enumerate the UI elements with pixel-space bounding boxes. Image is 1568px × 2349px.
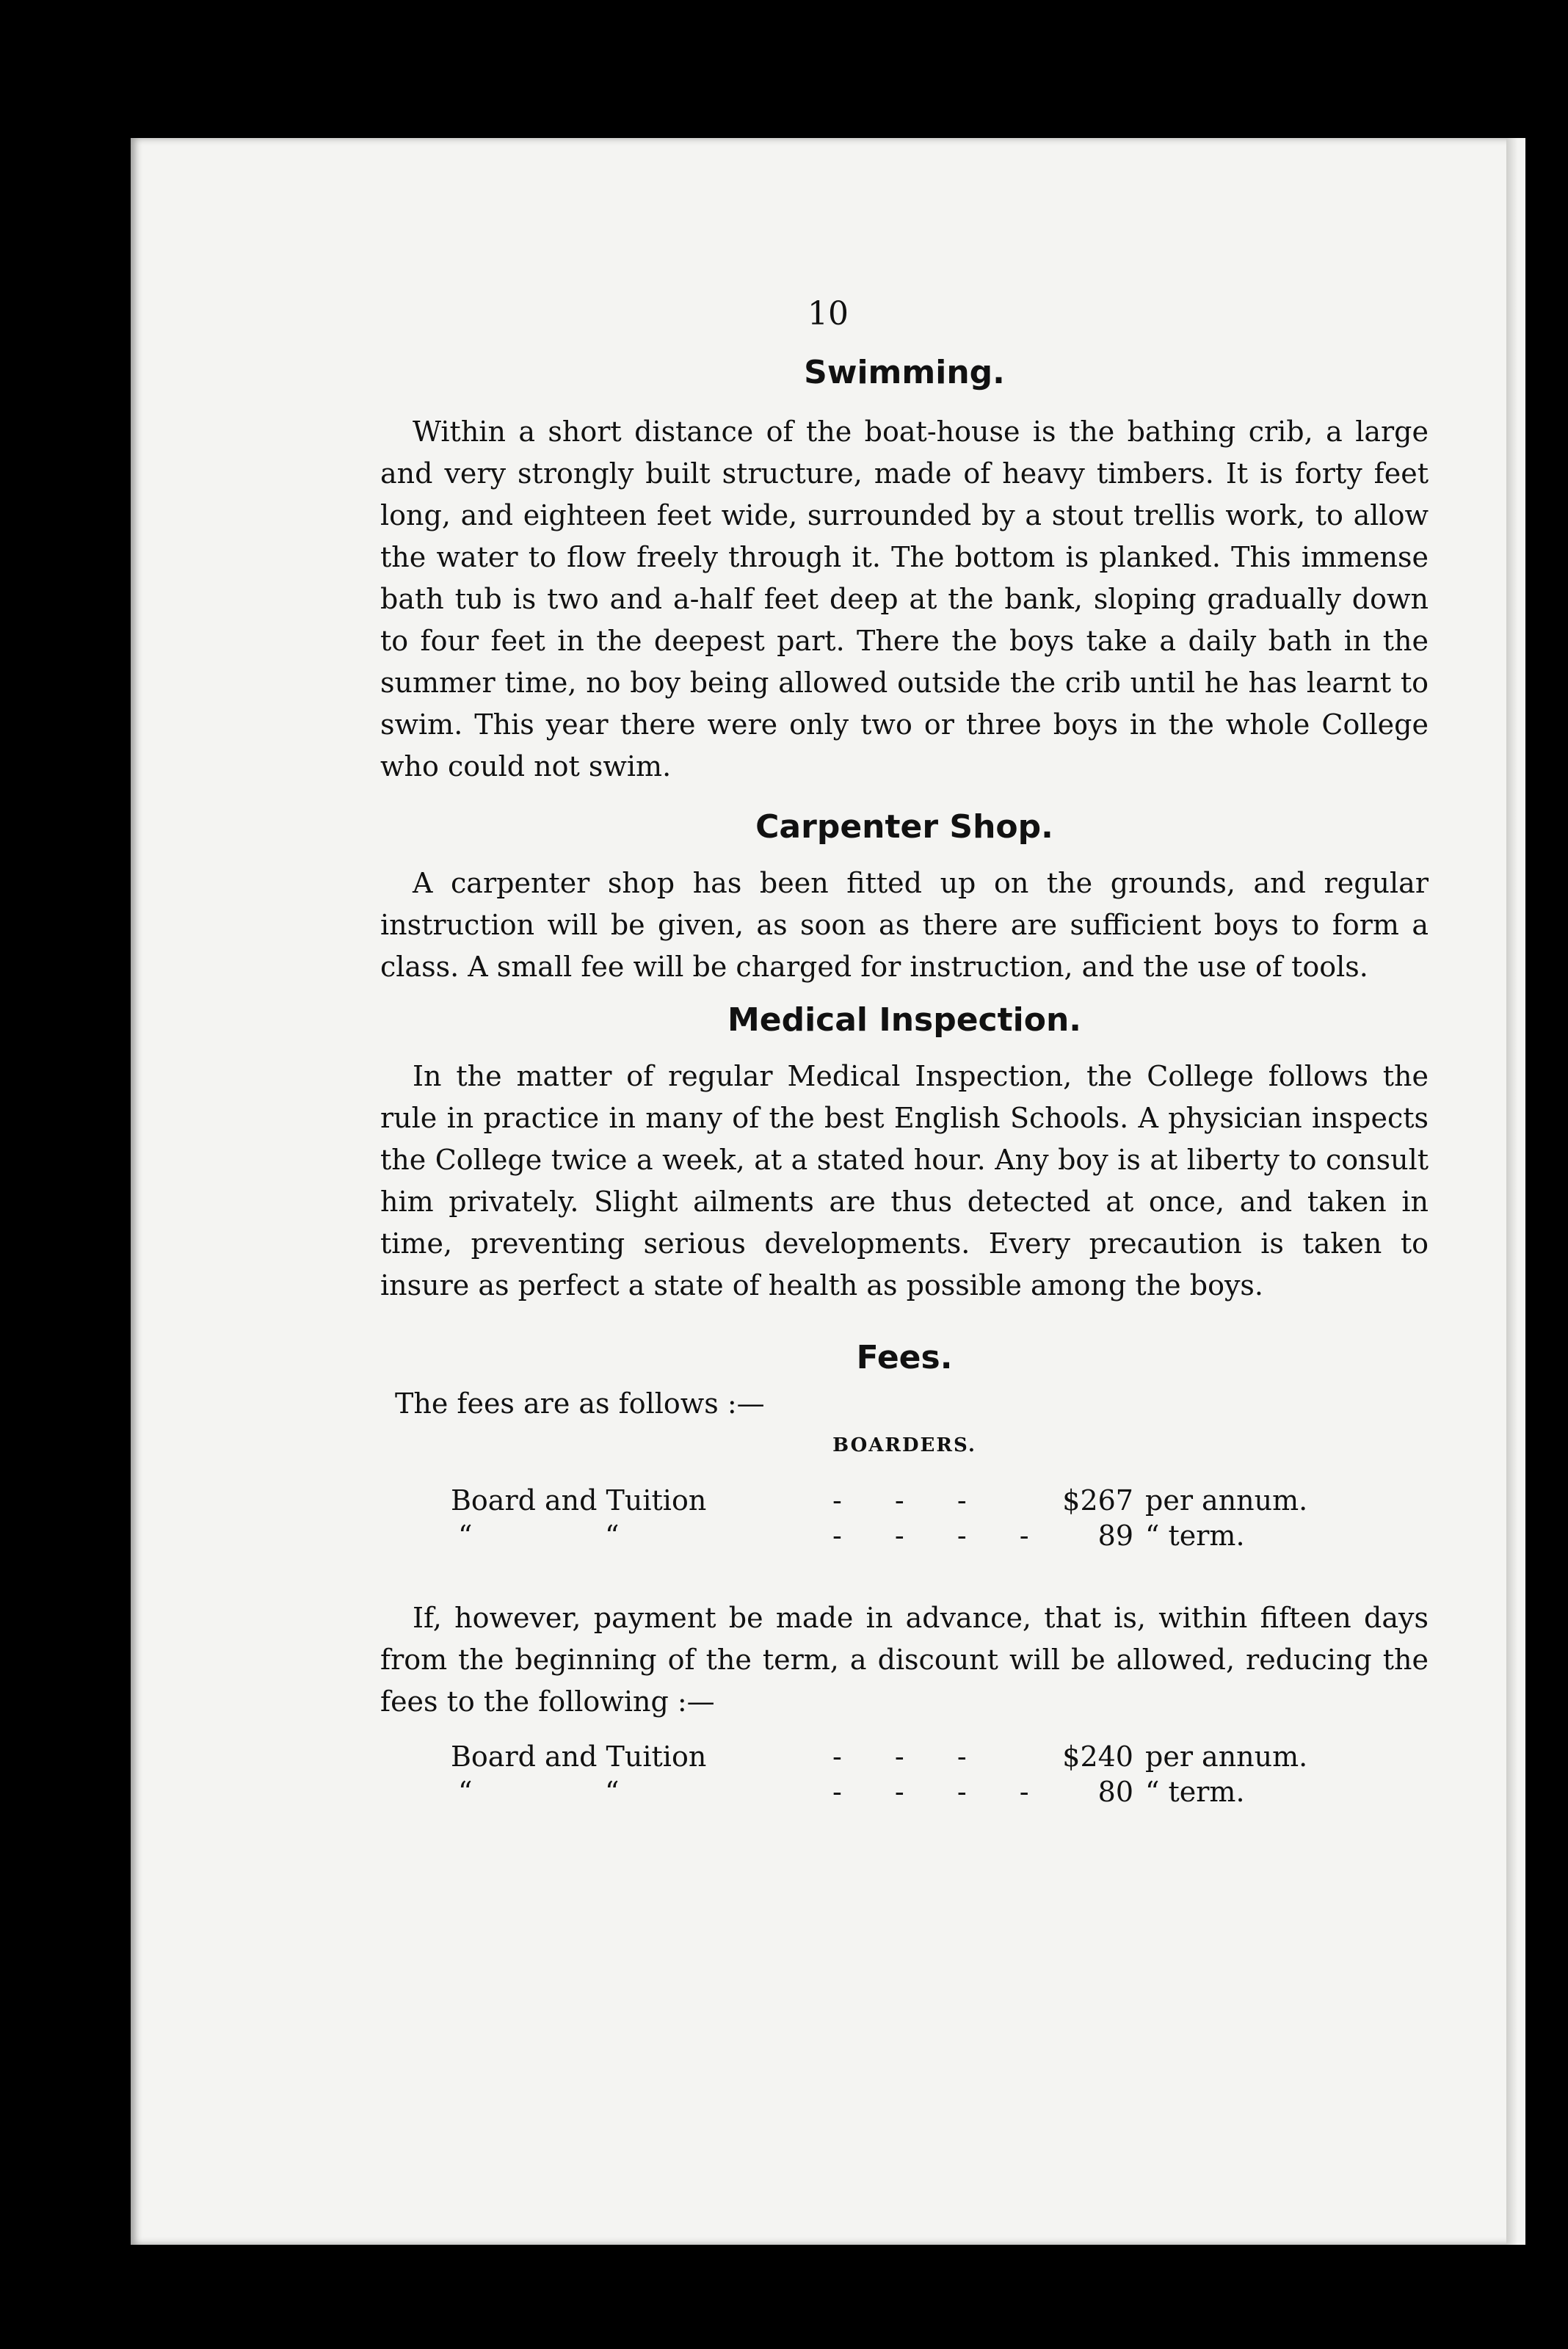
ditto-mark: “ (605, 1776, 620, 1808)
paragraph-advance-payment: If, however, payment be made in advance, that is, within fifteen days from the beginning of the term, a discount will be allowed, reducing the fees to the following :— (380, 1602, 1429, 1718)
regular-fee-table (451, 1483, 1429, 1553)
fee-label: Board and Tuition (451, 1740, 707, 1773)
fee-row-annum (451, 1739, 1429, 1774)
fee-leader-dashes: - - - - (832, 1776, 1051, 1808)
fee-leader-dashes: - - - (832, 1740, 989, 1773)
heading-medical-inspection: Medical Inspection. (727, 1001, 1082, 1039)
fee-amount: $267 (1062, 1484, 1133, 1517)
ditto-mark: “ (458, 1520, 473, 1552)
fee-row-term (451, 1774, 1429, 1809)
page-content (380, 351, 1429, 1809)
boarders-subheading: BOARDERS. (832, 1434, 976, 1456)
fee-leader-dashes: - - - (832, 1484, 989, 1517)
fee-row-annum (451, 1483, 1429, 1518)
fees-intro: The fees are as follows :— (395, 1387, 765, 1420)
fee-amount: 89 (1097, 1520, 1133, 1552)
page-number: 10 (807, 295, 849, 333)
fee-amount: $240 (1062, 1740, 1133, 1773)
fee-period: “ term. (1145, 1776, 1245, 1808)
heading-fees: Fees. (856, 1339, 953, 1376)
fee-label: Board and Tuition (451, 1484, 707, 1517)
paragraph-carpenter-shop: A carpenter shop has been fitted up on the grounds, and regular instruction will be given, as soon as there are sufficient boys to form a class. A small fee will be charged for instruction, and the use of tools. (380, 867, 1429, 983)
heading-swimming: Swimming. (804, 354, 1005, 391)
scanned-page (131, 138, 1525, 2245)
fee-period: “ term. (1145, 1520, 1245, 1552)
fee-period: per annum. (1145, 1740, 1308, 1773)
paragraph-medical-inspection: In the matter of regular Medical Inspection, the College follows the rule in practice in many of the best English Schools. A physician inspects the College twice a week, at a stated hour. Any boy is at liberty to consult him privately. Slight ailments are thus detected at once, and taken in time, preventing serious developments. Every precaution is taken to insure as perfect a state of health as possible among the boys. (380, 1060, 1429, 1301)
discounted-fee-table (451, 1739, 1429, 1809)
ditto-mark: “ (605, 1520, 620, 1552)
fee-row-term (451, 1518, 1429, 1553)
paragraph-swimming: Within a short distance of the boat-house is the bathing crib, a large and very strongly built structure, made of heavy timbers. It is forty feet long, and eighteen feet wide, surrounded by a stout trellis work, to allow the water to flow freely through it. The bottom is planked. This immense bath tub is two and a-half feet deep at the bank, sloping gradually down to four feet in the deepest part. There the boys take a daily bath in the summer time, no boy being allowed outside the crib until he has learnt to swim. This year there were only two or three boys in the whole College who could not swim. (380, 415, 1429, 783)
fee-period: per annum. (1145, 1484, 1308, 1517)
fee-leader-dashes: - - - - (832, 1520, 1051, 1552)
page-edge (1506, 138, 1525, 2245)
heading-carpenter-shop: Carpenter Shop. (755, 808, 1053, 846)
fee-amount: 80 (1097, 1776, 1133, 1808)
ditto-mark: “ (458, 1776, 473, 1808)
